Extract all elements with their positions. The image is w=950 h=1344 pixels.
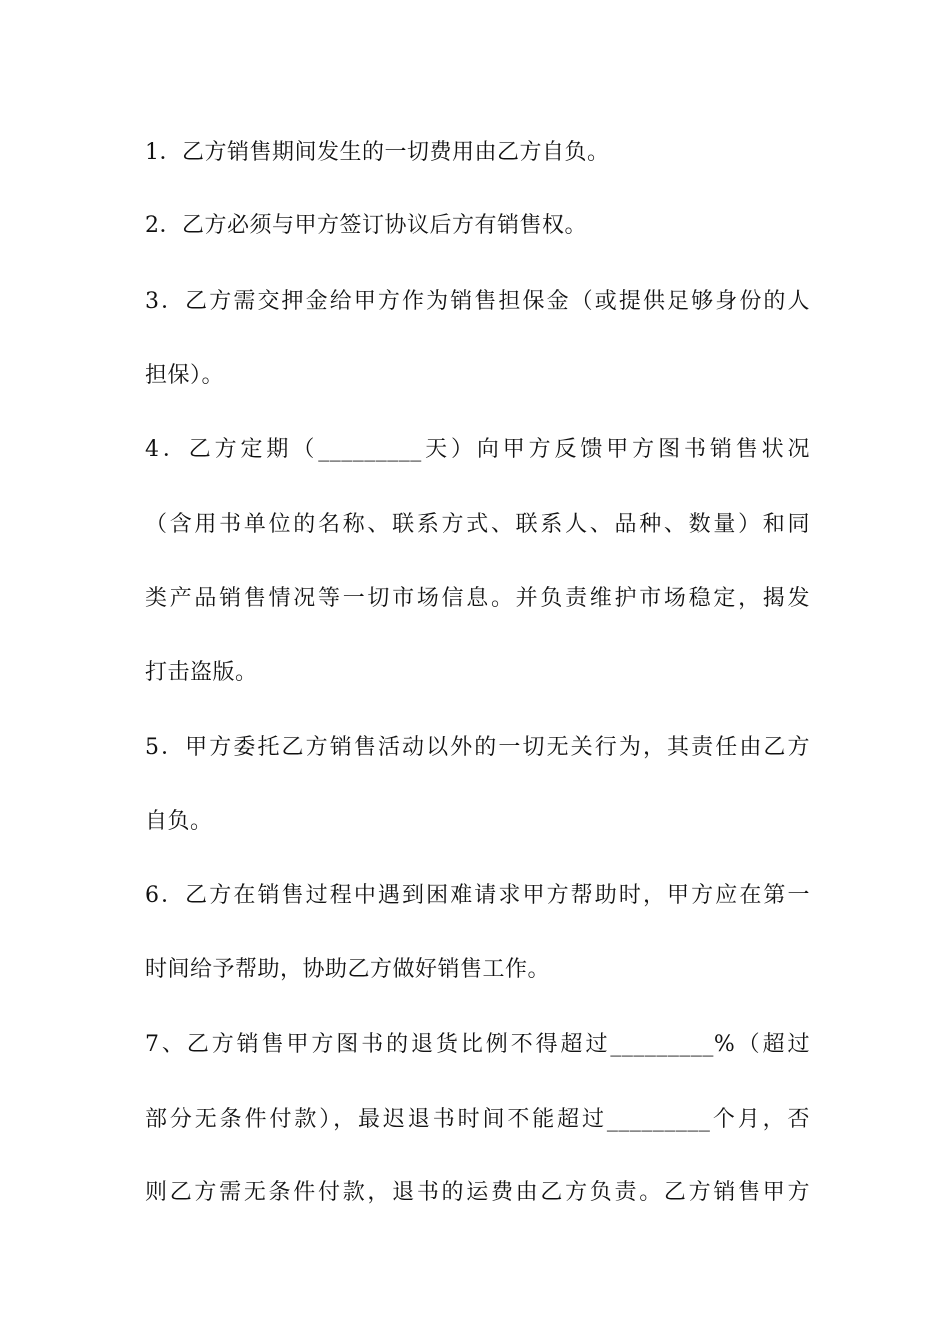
clause-4-line-3: 类产品销售情况等一切市场信息。并负责维护市场稳定，揭发 (145, 586, 810, 611)
clause-1-line-1: 1．乙方销售期间发生的一切费用由乙方自负。 (145, 140, 610, 165)
clause-7-line-3: 则乙方需无条件付款，退书的运费由乙方负责。乙方销售甲方 (145, 1180, 810, 1205)
clause-6-line-2: 时间给予帮助，协助乙方做好销售工作。 (145, 957, 551, 982)
clause-5-line-2: 自负。 (145, 809, 213, 834)
clause-7-line-2: 部分无条件付款），最迟退书时间不能超过_________个月，否 (145, 1107, 810, 1132)
clause-5-line-1: 5．甲方委托乙方销售活动以外的一切无关行为，其责任由乙方 (145, 735, 810, 760)
clause-6-line-1: 6．乙方在销售过程中遇到困难请求甲方帮助时，甲方应在第一 (145, 883, 810, 908)
clause-4-line-1: 4．乙方定期（_________天）向甲方反馈甲方图书销售状况 (145, 437, 810, 462)
clause-4-line-4: 打击盗版。 (145, 660, 258, 685)
clause-3-line-2: 担保）。 (145, 363, 225, 388)
clause-4-line-2: （含用书单位的名称、联系方式、联系人、品种、数量）和同 (145, 512, 810, 537)
clause-3-line-1: 3．乙方需交押金给甲方作为销售担保金（或提供足够身份的人 (145, 289, 810, 314)
clause-2-line-1: 2．乙方必须与甲方签订协议后方有销售权。 (145, 213, 587, 238)
clause-7-line-1: 7、乙方销售甲方图书的退货比例不得超过_________%（超过 (145, 1032, 810, 1057)
